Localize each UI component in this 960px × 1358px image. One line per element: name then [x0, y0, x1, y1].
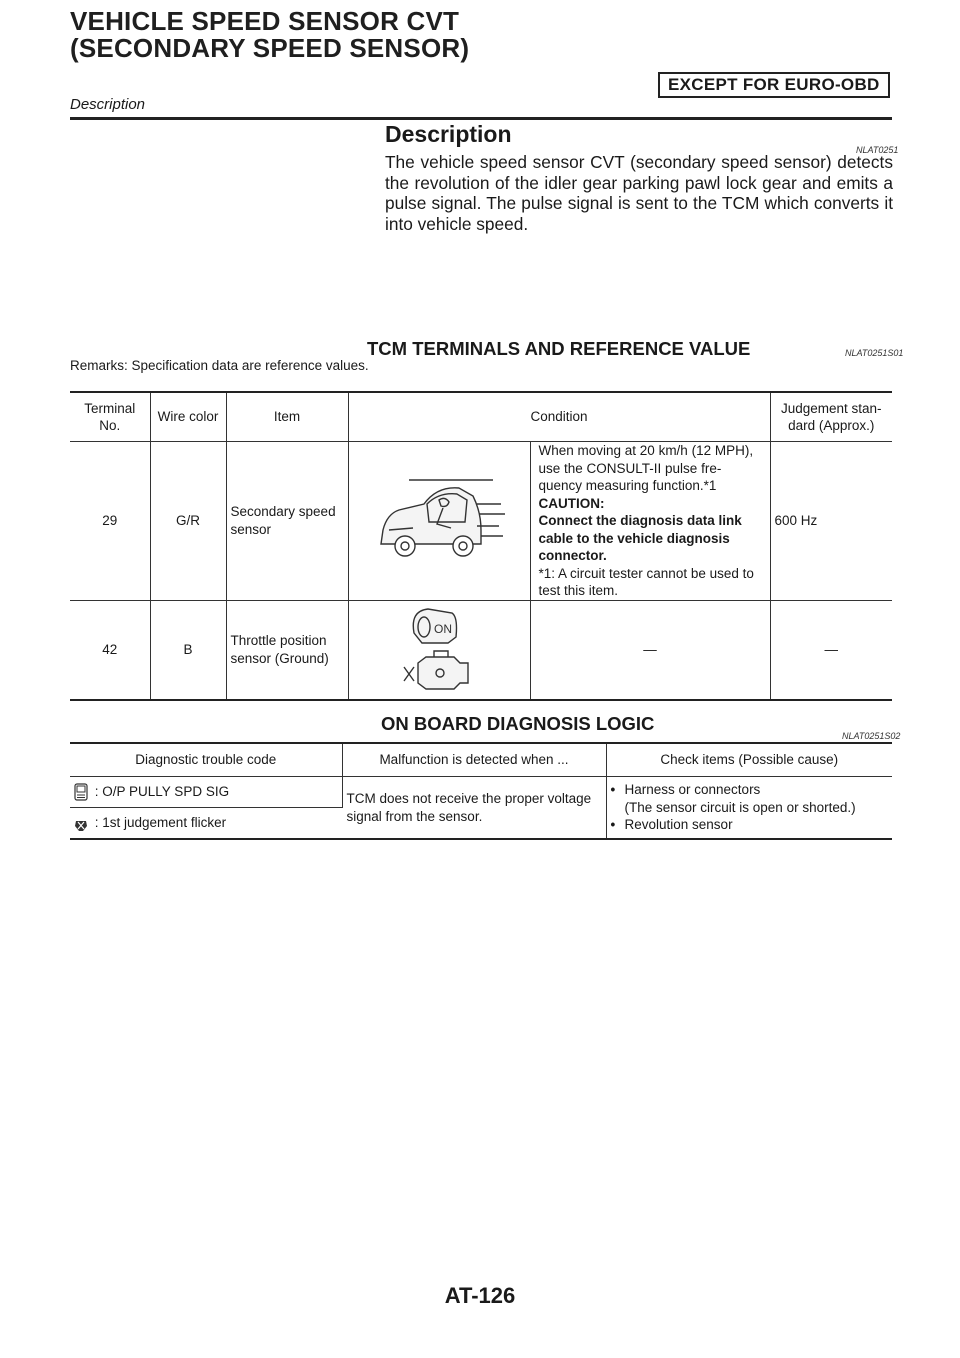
judgement-cell: 600 Hz: [770, 442, 892, 601]
list-item: [611, 781, 889, 816]
tcm-remarks: Remarks: Specification data are reference values.: [70, 358, 369, 373]
tcm-section-code: NLAT0251S01: [845, 348, 904, 358]
tcm-section-title: TCM TERMINALS AND REFERENCE VALUE: [367, 338, 751, 359]
header-wire-color: Wire color: [150, 392, 226, 442]
dtc-consult-cell: [70, 777, 342, 808]
obd-section-code: NLAT0251S02: [842, 731, 901, 741]
description-title: Description: [385, 121, 512, 147]
dtc-consult-text: : O/P PULLY SPD SIG: [94, 783, 230, 799]
bullet-icon: •: [610, 782, 616, 798]
header-title-line2: (SECONDARY SPEED SENSOR): [70, 33, 470, 63]
consult-icon: [74, 784, 95, 799]
header-check-items: Check items (Possible cause): [606, 743, 892, 777]
page-header-title: [70, 8, 469, 62]
wire-color-cell: G/R: [150, 442, 226, 601]
terminal-cell: 29: [70, 442, 150, 601]
ignition-engine-icon: [348, 600, 530, 700]
header-terminal: Terminal No.: [70, 392, 150, 442]
item-cell: Throttle position sensor (Ground): [226, 600, 348, 700]
terminal-cell: 42: [70, 600, 150, 700]
item-cell: Secondary speed sensor: [226, 442, 348, 601]
header-badge: EXCEPT FOR EURO-OBD: [658, 72, 890, 98]
header-condition: Condition: [348, 392, 770, 442]
obd-section-title: ON BOARD DIAGNOSIS LOGIC: [381, 713, 655, 734]
wire-color-cell: B: [150, 600, 226, 700]
judgement-cell: —: [824, 642, 838, 657]
header-rule: [70, 117, 892, 120]
caution-label: CAUTION:: [538, 495, 605, 511]
dtc-mil-text: : 1st judgement flicker: [94, 815, 227, 831]
condition-note: *1: A circuit tester cannot be used to test this item.: [538, 565, 754, 598]
description-text: The vehicle speed sensor CVT (secondary speed sensor) detects the revolution of the idler gear parking pawl lock gear and emits a pulse signal. The pulse signal is sent to the TCM which converts it into vehicle speed.: [385, 152, 893, 234]
header-malfunction: Malfunction is detected when ...: [342, 743, 606, 777]
header-subtitle: Description: [70, 96, 146, 113]
caution-text: Connect the diagnosis data link cable to the vehicle diagnosis connector.: [538, 513, 742, 563]
tcm-terminal-table: [70, 391, 892, 701]
condition-cell: —: [530, 600, 770, 700]
dtc-mil-cell: [70, 808, 342, 840]
check-items-cell: [606, 777, 892, 840]
table-header-row: [70, 743, 892, 777]
table-header-row: [70, 392, 892, 442]
header-judgement: Judgement stan- dard (Approx.): [770, 392, 892, 442]
engine-warning-icon: [74, 815, 95, 830]
list-item: [611, 816, 889, 834]
obd-logic-table: [70, 742, 892, 840]
header-title-line1: VEHICLE SPEED SENSOR CVT: [70, 6, 460, 36]
bullet-icon: •: [610, 817, 616, 833]
description-code: NLAT0251: [856, 145, 899, 155]
page-number: AT-126: [444, 1283, 516, 1308]
table-row: [70, 777, 892, 808]
condition-cell: [530, 442, 770, 601]
check-item-text: Harness or connectors (The sensor circuit is open or shorted.): [624, 782, 856, 815]
driving-car-icon: [348, 442, 530, 601]
header-item: Item: [226, 392, 348, 442]
condition-text: When moving at 20 km/h (12 MPH), use the CONSULT-II pulse fre- quency measuring function.*1: [538, 443, 754, 493]
svg-text:ON: ON: [434, 621, 452, 636]
check-item-text: Revolution sensor: [624, 817, 733, 833]
malfunction-cell: TCM does not receive the proper voltage signal from the sensor.: [342, 777, 606, 840]
table-row: [70, 442, 892, 601]
table-row: [70, 600, 892, 700]
header-dtc: Diagnostic trouble code: [70, 743, 342, 777]
